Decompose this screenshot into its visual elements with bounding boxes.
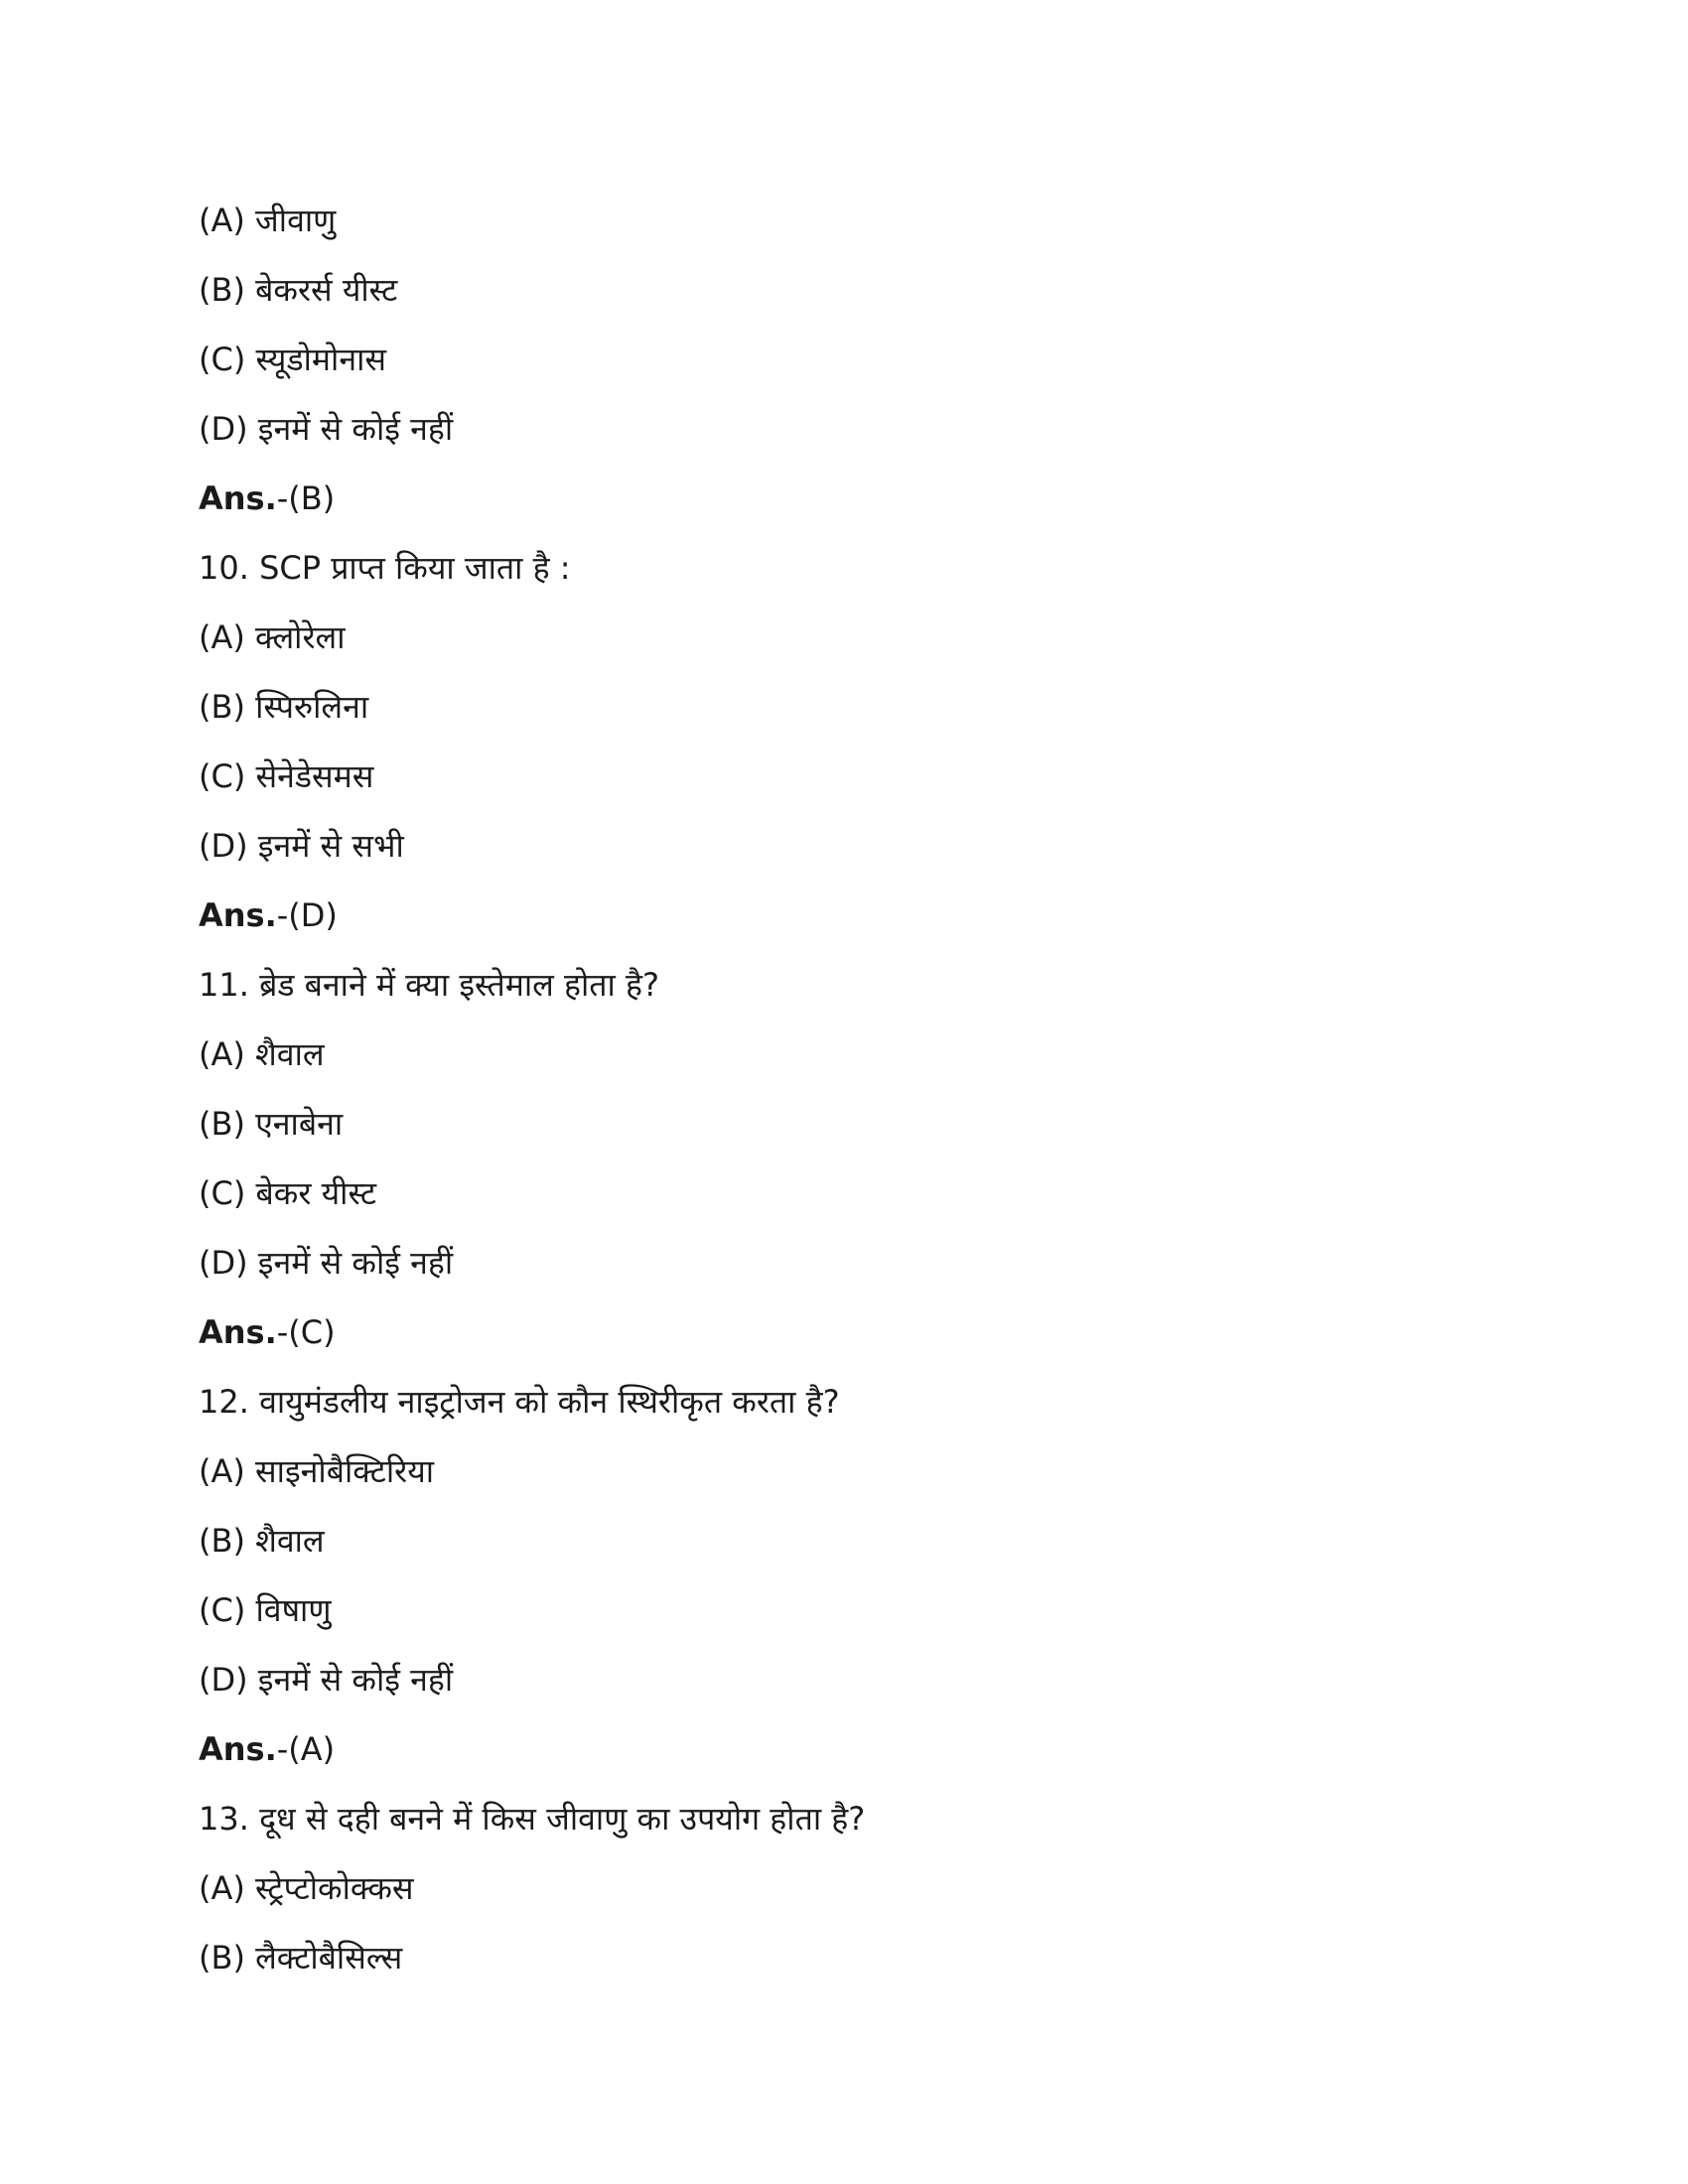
option-a: (A) शैवाल — [199, 1035, 325, 1073]
option-d: (D) इनमें से कोई नहीं — [199, 410, 454, 448]
question-list — [199, 195, 1489, 2001]
option-d: (D) इनमें से कोई नहीं — [199, 1244, 454, 1282]
answer-value: -(B) — [276, 479, 336, 517]
option-b: (B) एनाबेना — [199, 1105, 344, 1143]
answer-value: -(C) — [276, 1313, 336, 1351]
question-text: 12. वायुमंडलीय नाइट्रोजन को कौन स्थिरीकृत करता है? — [199, 1383, 840, 1421]
option-a: (A) साइनोबैक्टिरिया — [199, 1452, 435, 1490]
option-c: (C) सेनेडेसमस — [199, 757, 374, 795]
answer-label: Ans. — [199, 896, 277, 934]
question-text: 11. ब्रेड बनाने में क्या इस्तेमाल होता है? — [199, 966, 659, 1004]
option-a: (A) स्ट्रेप्टोकोक्कस — [199, 1869, 414, 1907]
answer-line — [199, 473, 1489, 542]
answer-line — [199, 1723, 1489, 1793]
answer-label: Ans. — [199, 479, 277, 517]
option-d: (D) इनमें से कोई नहीं — [199, 1661, 454, 1699]
option-c: (C) बेकर यीस्ट — [199, 1174, 377, 1212]
option-b: (B) स्पिरुलिना — [199, 688, 369, 726]
answer-label: Ans. — [199, 1313, 277, 1351]
option-b: (B) शैवाल — [199, 1522, 325, 1560]
answer-label: Ans. — [199, 1730, 277, 1768]
answer-value: -(A) — [276, 1730, 336, 1768]
answer-line — [199, 1306, 1489, 1376]
answer-line — [199, 889, 1489, 959]
option-d: (D) इनमें से सभी — [199, 827, 404, 865]
option-c: (C) विषाणु — [199, 1591, 332, 1629]
option-c: (C) स्यूडोमोनास — [199, 341, 387, 378]
option-a: (A) जीवाणु — [199, 202, 337, 239]
question-text: 13. दूध से दही बनने में किस जीवाणु का उपयोग होता है? — [199, 1800, 866, 1838]
answer-value: -(D) — [276, 896, 338, 934]
option-b: (B) बेकरर्स यीस्ट — [199, 271, 398, 309]
question-text: 10. SCP प्राप्त किया जाता है : — [199, 549, 571, 587]
option-b: (B) लैक्टोबैसिल्स — [199, 1939, 403, 1977]
option-a: (A) क्लोरेला — [199, 618, 346, 656]
